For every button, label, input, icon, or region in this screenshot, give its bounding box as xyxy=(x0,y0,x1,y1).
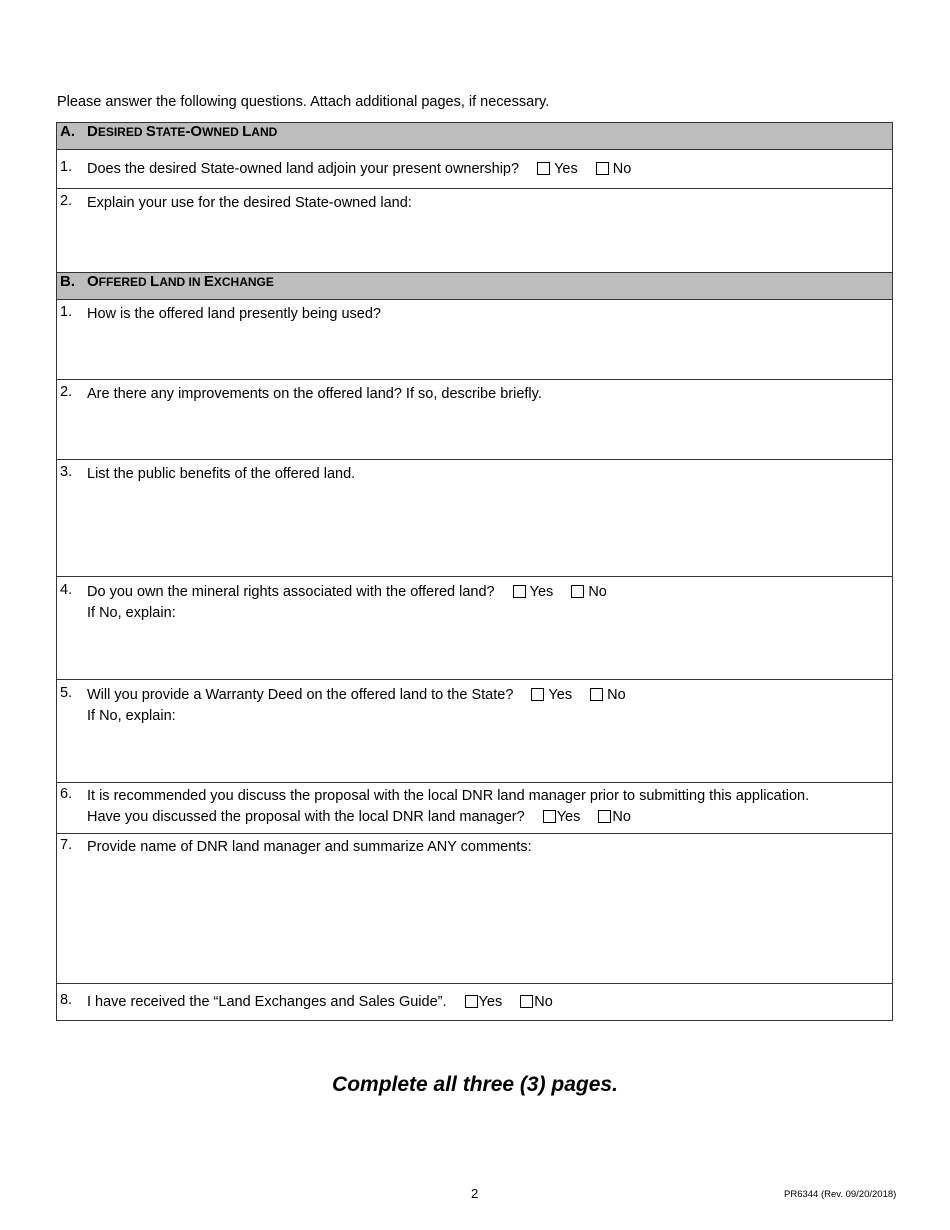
yes-label: Yes xyxy=(554,161,578,177)
section-title: DESIRED STATE-OWNED LAND xyxy=(87,123,278,140)
section-b-header xyxy=(57,273,893,300)
no-label: No xyxy=(534,994,553,1010)
no-label: No xyxy=(612,161,632,177)
question-number: 7. xyxy=(60,837,73,853)
question-row xyxy=(57,680,893,783)
yes-checkbox[interactable] xyxy=(465,995,478,1008)
yes-label: Yes xyxy=(556,809,581,825)
question-row xyxy=(57,300,893,380)
question-text: List the public benefits of the offered land. xyxy=(87,466,356,482)
no-checkbox[interactable] xyxy=(520,995,533,1008)
question-number: 8. xyxy=(60,992,73,1008)
explain-label: If No, explain: xyxy=(87,708,176,724)
question-number: 5. xyxy=(60,685,73,701)
intro-text: Please answer the following questions. Attach additional pages, if necessary. xyxy=(57,94,550,110)
no-option[interactable] xyxy=(571,584,607,600)
question-text: Provide name of DNR land manager and summarize ANY comments: xyxy=(87,839,532,855)
yes-option[interactable] xyxy=(531,687,572,703)
yes-checkbox[interactable] xyxy=(543,810,556,823)
yes-checkbox[interactable] xyxy=(537,162,550,175)
section-letter: A. xyxy=(60,123,75,140)
question-row xyxy=(57,577,893,680)
yes-label: Yes xyxy=(529,584,554,600)
no-option[interactable] xyxy=(596,161,632,177)
question-number: 1. xyxy=(60,304,73,320)
yes-option[interactable] xyxy=(543,809,581,825)
question-number: 1. xyxy=(60,159,73,175)
question-text: How is the offered land presently being used? xyxy=(87,306,381,322)
yes-label: Yes xyxy=(548,687,573,703)
yes-option[interactable] xyxy=(513,584,554,600)
question-row xyxy=(57,189,893,273)
form-id: PR6344 (Rev. 09/20/2018) xyxy=(784,1189,897,1200)
question-text: I have received the “Land Exchanges and Sales Guide”. xyxy=(87,994,447,1010)
no-label: No xyxy=(588,584,607,600)
no-checkbox[interactable] xyxy=(571,585,584,598)
yes-option[interactable] xyxy=(537,161,578,177)
question-row xyxy=(57,834,893,984)
question-number: 2. xyxy=(60,384,73,400)
section-a-header xyxy=(57,123,893,150)
explain-label: If No, explain: xyxy=(87,605,176,621)
no-option[interactable] xyxy=(590,687,626,703)
question-text: Do you own the mineral rights associated with the offered land? xyxy=(87,584,495,600)
application-form xyxy=(56,122,893,1021)
no-option[interactable] xyxy=(520,994,553,1010)
question-row xyxy=(57,380,893,460)
no-checkbox[interactable] xyxy=(596,162,609,175)
question-row xyxy=(57,984,893,1021)
section-title: OFFERED LAND IN EXCHANGE xyxy=(87,273,274,290)
question-number: 3. xyxy=(60,464,73,480)
no-label: No xyxy=(612,809,631,825)
question-number: 2. xyxy=(60,193,73,209)
question-text: Are there any improvements on the offered land? If so, describe briefly. xyxy=(87,386,542,402)
question-number: 4. xyxy=(60,582,73,598)
question-row xyxy=(57,460,893,577)
section-letter: B. xyxy=(60,273,75,290)
question-row xyxy=(57,783,893,834)
yes-option[interactable] xyxy=(465,994,503,1010)
question-number: 6. xyxy=(60,786,73,802)
no-checkbox[interactable] xyxy=(590,688,603,701)
question-text: Explain your use for the desired State-owned land: xyxy=(87,195,412,211)
question-row xyxy=(57,150,893,189)
yes-checkbox[interactable] xyxy=(531,688,544,701)
question-text-line2: Have you discussed the proposal with the local DNR land manager? xyxy=(87,809,525,825)
page-number: 2 xyxy=(471,1186,479,1201)
question-text: It is recommended you discuss the proposal with the local DNR land manager prior to submitting this application. xyxy=(87,788,810,804)
complete-pages-instruction: Complete all three (3) pages. xyxy=(332,1073,618,1096)
no-label: No xyxy=(607,687,626,703)
question-text: Does the desired State-owned land adjoin your present ownership? xyxy=(87,161,520,177)
yes-label: Yes xyxy=(478,994,503,1010)
yes-checkbox[interactable] xyxy=(513,585,526,598)
no-option[interactable] xyxy=(598,809,631,825)
no-checkbox[interactable] xyxy=(598,810,611,823)
question-text: Will you provide a Warranty Deed on the offered land to the State? xyxy=(87,687,514,703)
